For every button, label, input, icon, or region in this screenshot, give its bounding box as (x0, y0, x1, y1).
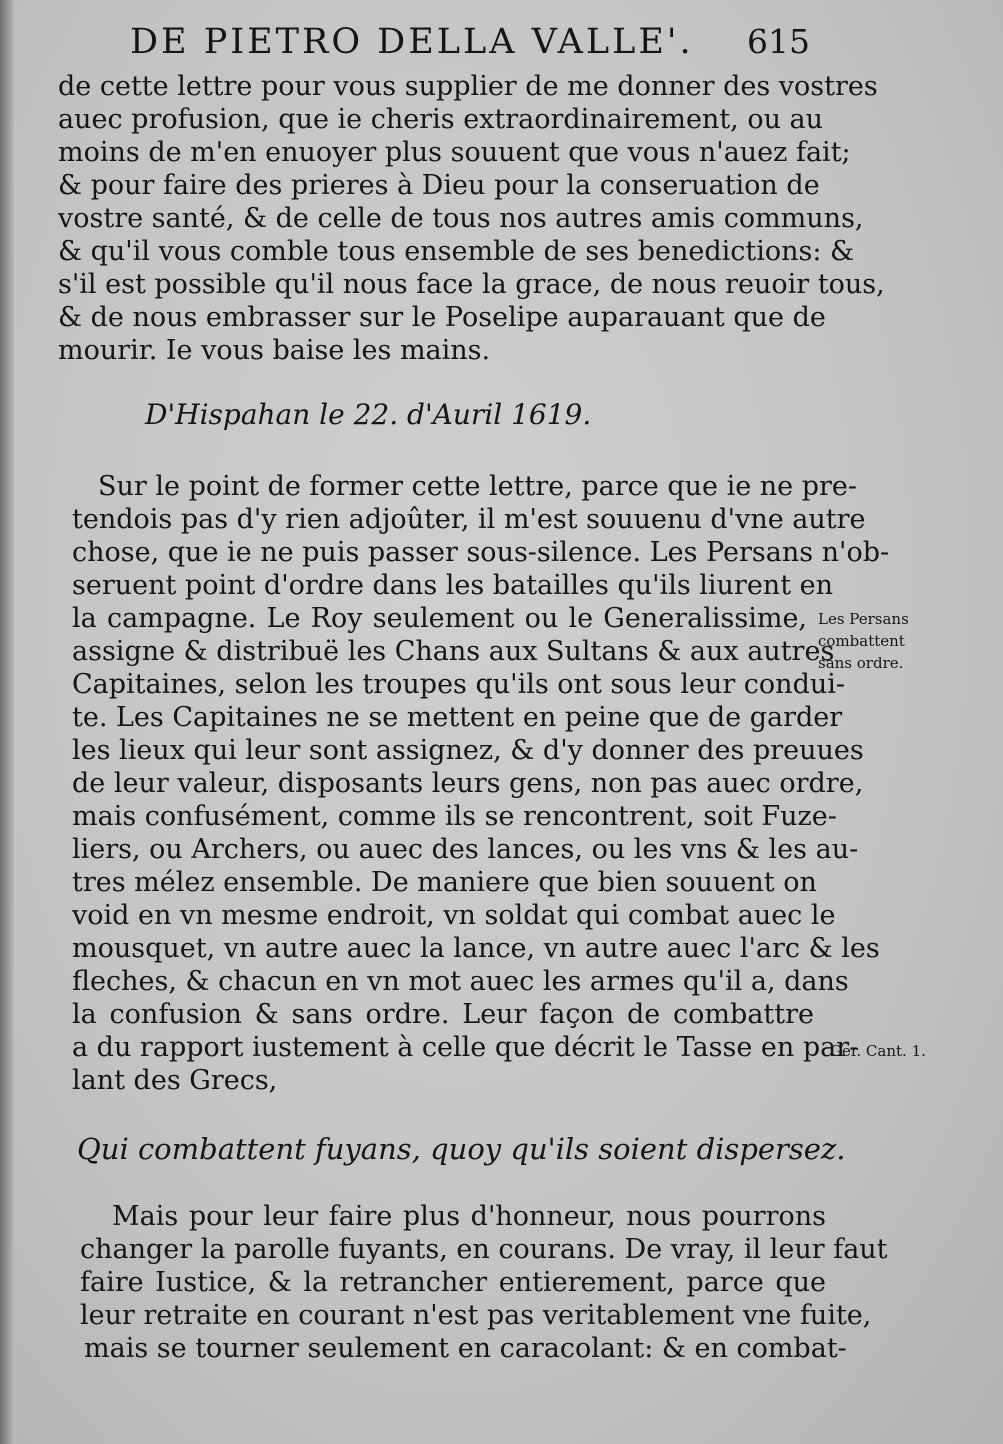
text-line: changer la parolle fuyants, en courans. De vray, il leur faut (80, 1234, 888, 1265)
text-line: vostre santé, & de celle de tous nos autres amis communs, (58, 203, 864, 234)
text-line: chose, que ie ne puis passer sous-silence. Les Persans n'ob- (72, 537, 890, 568)
text-line: leur retraite en courant n'est pas veritablement vne fuite, (80, 1300, 872, 1331)
dateline: D'Hispahan le 22. d'Auril 1619. (145, 398, 592, 431)
text-line: moins de m'en enuoyer plus souuent que vous n'auez fait; (58, 137, 851, 168)
text-line: tendois pas d'y rien adjoûter, il m'est souuenu d'vne autre (72, 504, 866, 535)
text-line: fleches, & chacun en vn mot auec les armes qu'il a, dans (72, 966, 849, 997)
text-line: de cette lettre pour vous supplier de me donner des vostres (58, 71, 878, 102)
running-head (130, 22, 810, 66)
text-line: mais se tourner seulement en caracolant: & en combat- (84, 1333, 847, 1364)
margin-note-line: Les Persans (818, 610, 909, 628)
verse-quotation: Qui combattent fuyans, quoy qu'ils soient dispersez. (77, 1132, 846, 1166)
text-line: lant des Grecs, (72, 1065, 278, 1096)
text-line: tres mélez ensemble. De maniere que bien souuent on (72, 867, 817, 898)
text-line: & pour faire des prieres à Dieu pour la conseruation de (58, 170, 820, 201)
text-line: la campagne. Le Roy seulement ou le Generalissime, (72, 603, 807, 634)
text-line: mousquet, vn autre auec la lance, vn autre auec l'arc & les (72, 933, 880, 964)
text-line: & qu'il vous comble tous ensemble de ses benedictions: & (58, 236, 855, 267)
text-line: te. Les Capitaines ne se mettent en peine que de garder (72, 702, 843, 733)
margin-note-persans (818, 608, 909, 674)
text-line: les lieux qui leur sont assignez, & d'y donner des preuues (72, 735, 864, 766)
running-title: DE PIETRO DELLA VALLE'. (130, 22, 694, 62)
margin-note-line: sans ordre. (818, 654, 904, 672)
text-line: s'il est possible qu'il nous face la grace, de nous reuoir tous, (58, 269, 885, 300)
text-line: Mais pour leur faire plus d'honneur, nous pourrons (112, 1201, 826, 1232)
text-line: assigne & distribuë les Chans aux Sultans & aux autres (72, 636, 835, 667)
text-line: & de nous embrasser sur le Poselipe auparauant que de (58, 302, 826, 333)
text-line: faire Iustice, & la retrancher entierement, parce que (80, 1267, 826, 1298)
text-line: mais confusément, comme ils se rencontrent, soit Fuze- (72, 801, 837, 832)
text-line: liers, ou Archers, ou auec des lances, ou les vns & les au- (72, 834, 859, 865)
margin-note-gerusalemme: Ger. Cant. 1. (830, 1042, 926, 1060)
text-line: auec profusion, que ie cheris extraordinairement, ou au (58, 104, 824, 135)
page-number: 615 (747, 22, 810, 61)
text-line: Capitaines, selon les troupes qu'ils ont sous leur condui- (72, 669, 846, 700)
text-line: void en vn mesme endroit, vn soldat qui combat auec le (72, 900, 836, 931)
text-line: a du rapport iustement à celle que décrit le Tasse en par- (72, 1032, 859, 1063)
text-line: la confusion & sans ordre. Leur façon de combattre (72, 999, 814, 1030)
text-line: seruent point d'ordre dans les batailles qu'ils liurent en (72, 570, 833, 601)
text-line: de leur valeur, disposants leurs gens, non pas auec ordre, (72, 768, 864, 799)
text-line: Sur le point de former cette lettre, parce que ie ne pre- (98, 471, 858, 502)
margin-note-line: combattent (818, 632, 905, 650)
text-line: mourir. Ie vous baise les mains. (58, 335, 491, 366)
